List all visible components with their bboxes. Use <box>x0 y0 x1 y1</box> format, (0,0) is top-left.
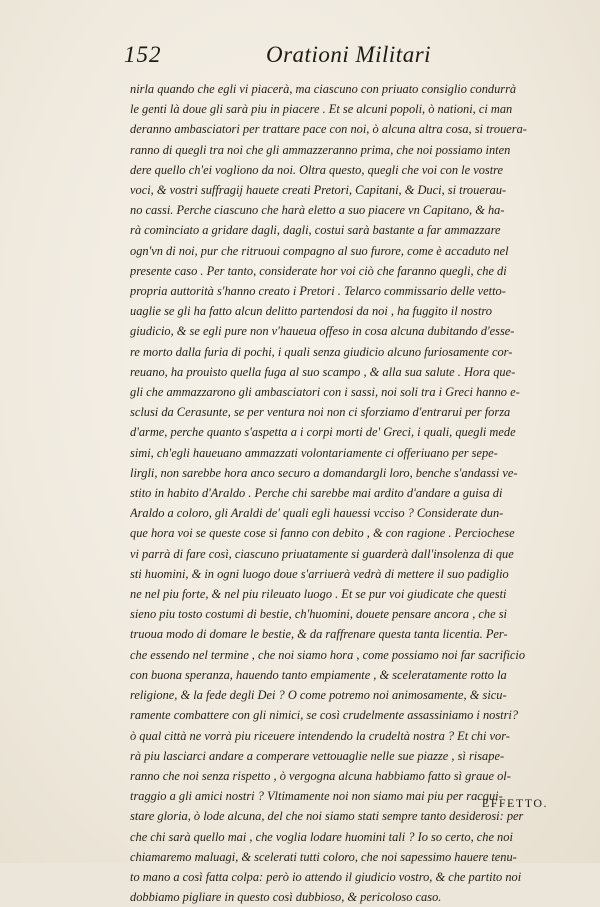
text-line: ranno che noi senza rispetto , ò vergogna alcuna habbiamo fatto sì graue ol- <box>130 768 511 783</box>
page-header <box>124 40 560 74</box>
text-line: presente caso . Per tanto, considerate hor voi ciò che faranno quegli, che di <box>130 263 507 278</box>
text-line: propria auttorità s'hanno creato i Pretori . Telarco commissario delle vetto- <box>130 284 506 299</box>
text-line: chiamaremo maluagi, & scelerati tutti coloro, che noi sapessimo hauere tenu- <box>130 849 517 864</box>
text-line: ò qual città ne vorrà piu riceuere intendendo la crudeltà nostra ? Et chi vor- <box>130 728 510 743</box>
text-line: religione, & la fede degli Dei ? O come potremo noi animosamente, & sicu- <box>130 688 507 703</box>
text-line: traggio a gli amici nostri ? Vltimamente noi non siamo mai piu per racqui- <box>130 789 503 804</box>
text-line: Araldo a coloro, gli Araldi de' quali egli hauessi vcciso ? Considerate dun- <box>130 506 504 521</box>
text-line: simi, ch'egli haueuano ammazzati volontariamente ci offeriuano per sepe- <box>130 445 498 460</box>
text-line: ne nel piu forte, & nel piu rileuato luogo . Et se pur voi giudicate che questi <box>130 587 507 602</box>
text-line: le genti là doue gli sarà piu in piacere . Et se alcuni popoli, ò nationi, ci man <box>130 102 513 117</box>
text-line: truoua modo di domare le bestie, & da raffrenare questa tanta licentia. Per- <box>130 627 508 642</box>
page-number: 152 <box>124 42 162 67</box>
text-line: deranno ambasciatori per trattare pace con noi, ò alcuna altra cosa, si trouera- <box>130 122 527 137</box>
text-line: re morto dalla furia di pochi, i quali senza giudicio alcuno furiosamente cor- <box>130 344 513 359</box>
text-line: che essendo nel termine , che noi siamo hora , come possiamo noi far sacrificio <box>130 647 526 662</box>
text-line: dobbiamo pigliare in questo così dubbioso, & pericoloso caso. <box>130 890 442 905</box>
text-line: sti huomini, & in ogni luogo doue s'arriuerà vedrà di mettere il suo padiglio <box>130 566 509 581</box>
text-line: dere quello ch'ei vogliono da noi. Oltra questo, quegli che voi con le vostre <box>130 162 504 177</box>
text-line: no cassi. Perche ciascuno che harà eletto a suo piacere vn Capitano, & ha- <box>130 203 505 218</box>
text-line: sclusi da Cerasunte, se per ventura noi non ci sforziamo d'entrarui per forza <box>130 405 511 420</box>
text-line: giudicio, & se egli pure non v'haueua offeso in cosa alcuna dubitando d'esse- <box>130 324 515 339</box>
text-line: rà cominciato a gridare dagli, dagli, costui sarà bastante a far ammazzare <box>130 223 501 238</box>
text-line: sieno piu tosto costumi di bestie, ch'huomini, douete pensare ancora , che si <box>130 607 507 622</box>
text-line: to mano a così fatta colpa: però io attendo il giudicio vostro, & che partito noi <box>130 869 522 884</box>
running-title: Orationi Militari <box>266 42 432 67</box>
text-line: rà piu lasciarci andare a comperare vettouaglie nelle sue piazze , sì risape- <box>130 748 505 763</box>
text-line: con buona speranza, hauendo tanto empiamente , & sceleratamente rotto la <box>130 667 507 682</box>
text-line: que hora voi se queste cose si fanno con debito , & con ragione . Perciochese <box>130 526 515 541</box>
text-line: ogn'vn di noi, pur che ritruoui compagno al suo furore, come è accaduto nel <box>130 243 509 258</box>
text-line: uaglie se gli ha fatto alcun delitto partendosi da noi , ha fuggito il nostro <box>130 304 492 319</box>
text-line: nirla quando che egli vi piacerà, ma ciascuno con priuato consiglio condurrà <box>130 82 517 96</box>
text-line: stito in habito d'Araldo . Perche chi sarebbe mai ardito d'andare a guisa di <box>130 486 503 501</box>
text-line: ramente combattere con gli nimici, se così crudelmente assassiniamo i nostri? <box>130 708 519 723</box>
body-text <box>130 79 550 907</box>
catchword: EFFETTO. <box>481 796 548 810</box>
text-line: d'arme, perche quanto s'aspetta a i corpi morti de' Greci, i quali, quegli mede <box>130 425 516 440</box>
text-line: che chi sarà quello mai , che voglia lodare huomini tali ? Io so certo, che noi <box>130 829 513 844</box>
text-line: stare gloria, ò lode alcuna, del che noi siamo stati sempre tanto desiderosi: per <box>130 809 524 824</box>
text-line: voci, & vostri suffragij hauete creati Pretori, Capitani, & Duci, si trouerau- <box>130 183 507 198</box>
text-line: ranno di quegli tra noi che gli ammazzeranno prima, che noi possiamo inten <box>130 142 511 157</box>
text-line: gli che ammazzarono gli ambasciatori con i sassi, noi soli tra i Greci hanno e- <box>130 385 520 400</box>
text-line: reuano, ha prouisto quella fuga al suo scampo , & alla sua salute . Hora que- <box>130 364 516 379</box>
text-line: vi parrà di fare così, ciascuno priuatamente si guarderà dall'insolenza di que <box>130 546 514 561</box>
text-line: lirgli, non sarebbe hora anco securo a domandargli loro, benche s'andassi ve- <box>130 465 518 480</box>
